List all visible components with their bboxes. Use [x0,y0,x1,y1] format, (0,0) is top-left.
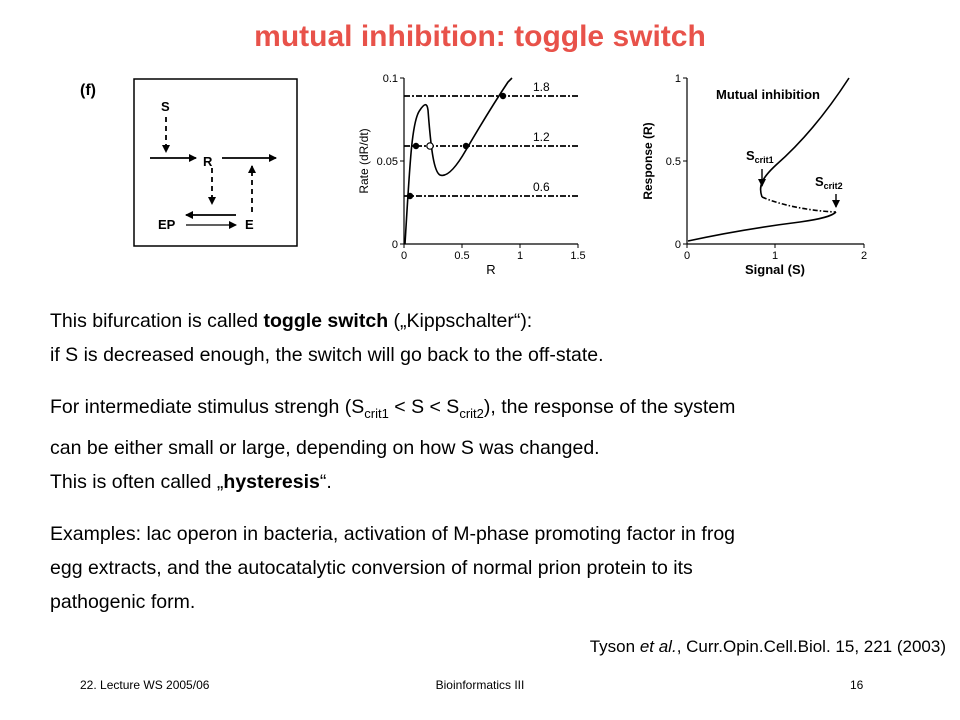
node-r: R [203,154,213,169]
response-xtick: 1 [771,250,779,262]
text-line: can be either small or large, depending on how S was changed. [50,436,600,459]
response-ytick: 0.5 [665,156,681,168]
scrit1-label: $S_{crit1}$ [746,148,774,165]
text-line: Examples: lac operon in bacteria, activation of M-phase promoting factor in frog [50,522,736,545]
slide-body [50,304,930,619]
response-ytick: 0 [674,239,681,251]
footer-page-number: 16 [850,678,864,692]
rate-x-label: R [486,262,496,277]
text-line: For intermediate stimulus strengh $(S_{crit1} < S < S_{crit2})$, the response of the system [50,396,736,421]
footer-lecture: 22. Lecture WS 2005/06 [80,678,210,692]
figure-panel [0,0,960,300]
steady-state-point [413,143,419,149]
rate-xtick: 0 [400,250,408,262]
slide-title: mutual inhibition: toggle switch [254,20,706,53]
steady-state-point [463,143,469,149]
node-ep: EP [158,217,176,232]
rate-xtick: 0.5 [454,250,470,262]
rate-line-label: 1.2 [533,130,550,144]
unstable-point [427,143,433,149]
lower-branch [688,212,836,241]
response-xtick: 2 [860,250,868,262]
node-s: S [161,99,170,114]
rate-ytick: 0 [391,239,398,251]
response-plot [641,73,867,277]
rate-ytick: 0.1 [382,73,398,85]
rate-line-label: 1.8 [533,80,550,94]
citation: Tyson et al., Curr.Opin.Cell.Biol. 15, 221 (2003) [589,637,946,656]
response-legend: Mutual inhibition [716,87,820,102]
text-line: egg extracts, and the autocatalytic conversion of normal prion protein to its [50,556,693,579]
steady-state-point [407,193,413,199]
text-line: This bifurcation is called toggle switch („Kippschalter“): [50,310,533,332]
scrit2-label: $S_{crit2}$ [815,174,843,191]
rate-xtick: 1 [516,250,524,262]
toggle-switch-diagram [134,79,297,246]
rate-xtick: 1.5 [570,250,586,262]
rate-plot [357,73,586,277]
node-e: E [245,217,254,232]
response-y-label: Response (R) [641,122,655,200]
rate-curve [405,78,512,244]
rate-line-label: 0.6 [533,180,550,194]
response-xtick: 0 [683,250,691,262]
unstable-branch [762,197,836,212]
response-ytick: 1 [674,73,681,85]
rate-y-label: Rate (dR/dt) [357,128,371,194]
panel-label: (f) [80,82,96,99]
steady-state-point [500,93,506,99]
rate-ytick: 0.05 [376,156,398,168]
footer-course: Bioinformatics III [435,678,525,692]
text-line: if S is decreased enough, the switch will go back to the off-state. [50,344,604,366]
text-line: This is often called „hysteresis“. [50,470,332,493]
text-line: pathogenic form. [50,590,196,613]
response-x-label: Signal (S) [745,262,805,277]
